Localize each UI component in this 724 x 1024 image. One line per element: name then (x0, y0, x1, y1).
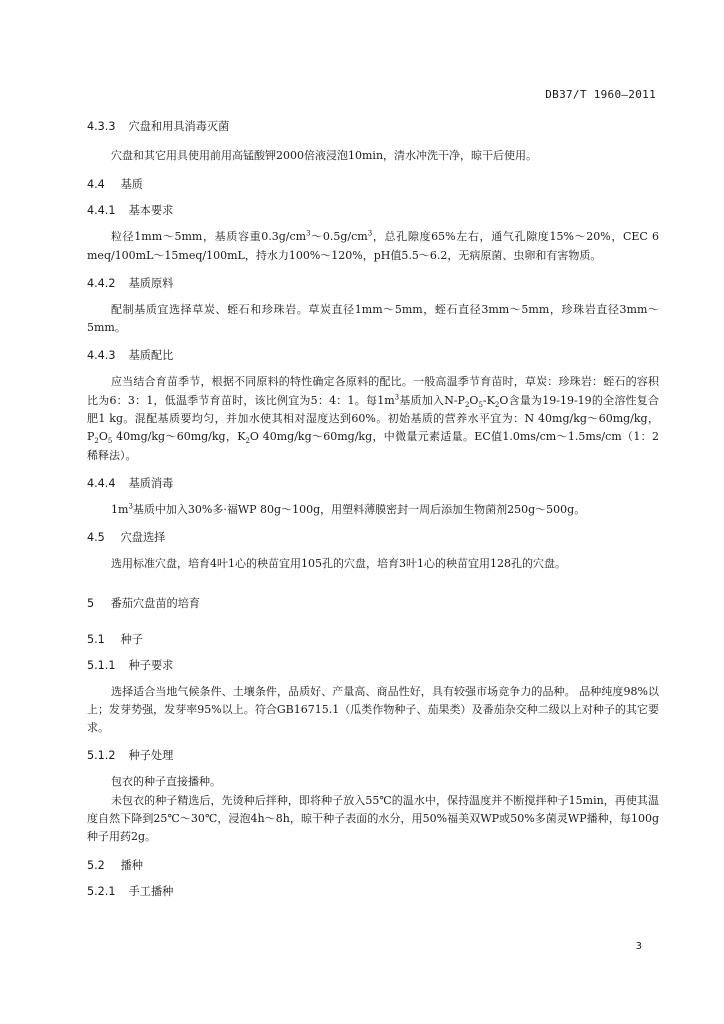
subscript: 5 (478, 400, 483, 409)
heading-number: 4.4 (87, 178, 105, 192)
heading-title: 基质配比 (128, 349, 174, 363)
heading-4-4-2 (87, 276, 659, 292)
heading-number: 5 (87, 596, 95, 610)
heading-title: 手工播种 (128, 884, 174, 898)
heading-5-1 (87, 632, 659, 648)
text-run: ～0.5g/cm (310, 230, 368, 244)
heading-title: 番茄穴盘苗的培育 (110, 596, 201, 610)
heading-5-1-1 (87, 658, 659, 674)
standard-code: DB37/T 1960—2011 (545, 88, 656, 101)
heading-number: 5.2.1 (87, 884, 116, 898)
heading-title: 基质原料 (128, 276, 174, 290)
text-run: O (469, 393, 479, 407)
heading-5-2 (87, 858, 659, 874)
paragraph-4-4-2: 配制基质宜选择草炭、蛭石和珍珠岩。草炭直径1mm～5mm，蛭石直径3mm～5mm，珍珠岩直径3mm～5mm。 (87, 302, 659, 335)
text-run: 基质中加入30%多·福WP 80g～100g，用塑料薄膜密封一周后添加生物菌剂250g～500g。 (132, 502, 586, 516)
heading-number: 4.4.1 (87, 204, 116, 218)
heading-title: 播种 (120, 858, 143, 872)
heading-number: 5.2 (87, 858, 105, 872)
heading-title: 基本要求 (128, 204, 174, 218)
paragraph-5-1-2-b: 未包衣的种子精选后，先烫种后拌种，即将种子放入55℃的温水中，保持温度并不断搅拌种子15min，再使其温度自然下降到25℃～30℃，浸泡4h～8h，晾干种子表面的水分，用50%福美双WP或50%多菌灵WP播种，每100g种子用药2g。 (87, 793, 659, 844)
heading-number: 4.4.3 (87, 349, 116, 363)
heading-4-4-3 (87, 348, 659, 364)
superscript: 3 (394, 393, 400, 402)
text-run: 应当结合育苗季节，根据不同原料的特性确定各原料的配比。一般高温季节育苗时，草炭：珍珠岩：蛭石的容积比为6：3：1，低温季节育苗时，该比例宜为5：4：1。每1m (87, 375, 659, 407)
text-run: 1m (111, 502, 129, 516)
heading-number: 5.1 (87, 632, 105, 646)
heading-title: 种子处理 (128, 749, 174, 763)
subscript: 2 (245, 437, 250, 446)
paragraph-4-4-1 (87, 228, 659, 265)
subscript: 2 (94, 437, 99, 446)
paragraph-5-1-1: 选择适合当地气候条件、土壤条件，品质好、产量高、商品性好，具有较强市场竞争力的品种。 品种纯度98%以上；发芽势强，发芽率95%以上。符合GB16715.1（瓜类作物种子、茄果类）及番茄杂交种二级以上对种子的其它要求。 (87, 684, 659, 735)
heading-5 (87, 596, 659, 612)
document-body (87, 113, 659, 900)
text-run: 40mg/kg～60mg/kg，K (112, 430, 246, 444)
heading-4-4-1 (87, 203, 659, 219)
heading-title: 种子 (120, 632, 143, 646)
subscript: 2 (494, 400, 500, 409)
heading-number: 4.4.4 (87, 476, 116, 490)
text-run: 基质加入N-P (399, 393, 465, 407)
heading-title: 基质消毒 (128, 476, 174, 490)
paragraph-4-5: 选用标准穴盘，培育4叶1心的秧苗宜用105孔的穴盘，培育3叶1心的秧苗宜用128孔的穴盘。 (111, 557, 566, 571)
superscript: 3 (306, 229, 311, 238)
superscript: 3 (128, 502, 133, 511)
heading-5-1-2 (87, 748, 659, 764)
heading-4-3-3 (87, 119, 659, 135)
heading-4-5 (87, 530, 659, 546)
text-run: O (98, 430, 108, 444)
heading-number: 4.3.3 (87, 120, 116, 133)
subscript: 2 (464, 400, 470, 409)
page-number: 3 (635, 941, 642, 952)
subscript: 5 (107, 437, 113, 446)
superscript: 3 (367, 229, 373, 238)
paragraph-4-4-3 (87, 373, 659, 464)
text-run: O含量为19-19-19的全溶性复合肥1 kg。混配基质要均匀，并加水使其相对湿度达到60%。初始基质的营养水平宜为：N 40mg/kg～60mg/kg，P (87, 393, 659, 444)
text-run: -K (482, 393, 495, 407)
text-run: 粒径1mm～5mm，基质容重0.3g/cm (111, 230, 307, 244)
paragraph-5-1-2-a: 包衣的种子直接播种。 (111, 775, 221, 789)
heading-5-2-1 (87, 884, 659, 900)
heading-4-4-4 (87, 476, 659, 492)
heading-title: 种子要求 (128, 658, 174, 672)
heading-number: 5.1.1 (87, 658, 116, 672)
heading-number: 4.4.2 (87, 276, 116, 290)
text-run: ，总孔隙度65%左右，通气孔隙度15%～20%，CEC 6 meq/100mL～15meq/100mL，持水力100%～120%，pH值5.5～6.2，无病原菌、虫卵和有害物质。 (87, 230, 659, 262)
heading-title: 穴盘和用具消毒灭菌 (128, 120, 230, 133)
heading-number: 4.5 (87, 531, 105, 545)
heading-title: 基质 (120, 178, 143, 192)
heading-4-4 (87, 177, 659, 193)
text-run: O 40mg/kg～60mg/kg，中微量元素适量。EC值1.0ms/cm～1.5ms/cm（1：2稀释法）。 (87, 430, 659, 462)
paragraph-4-4-4 (87, 501, 659, 519)
heading-title: 穴盘选择 (120, 531, 166, 545)
heading-number: 5.1.2 (87, 749, 116, 763)
paragraph-4-3-3: 穴盘和其它用具使用前用高锰酸钾2000倍液浸泡10min，清水冲洗干净，晾干后使用。 (111, 149, 538, 162)
